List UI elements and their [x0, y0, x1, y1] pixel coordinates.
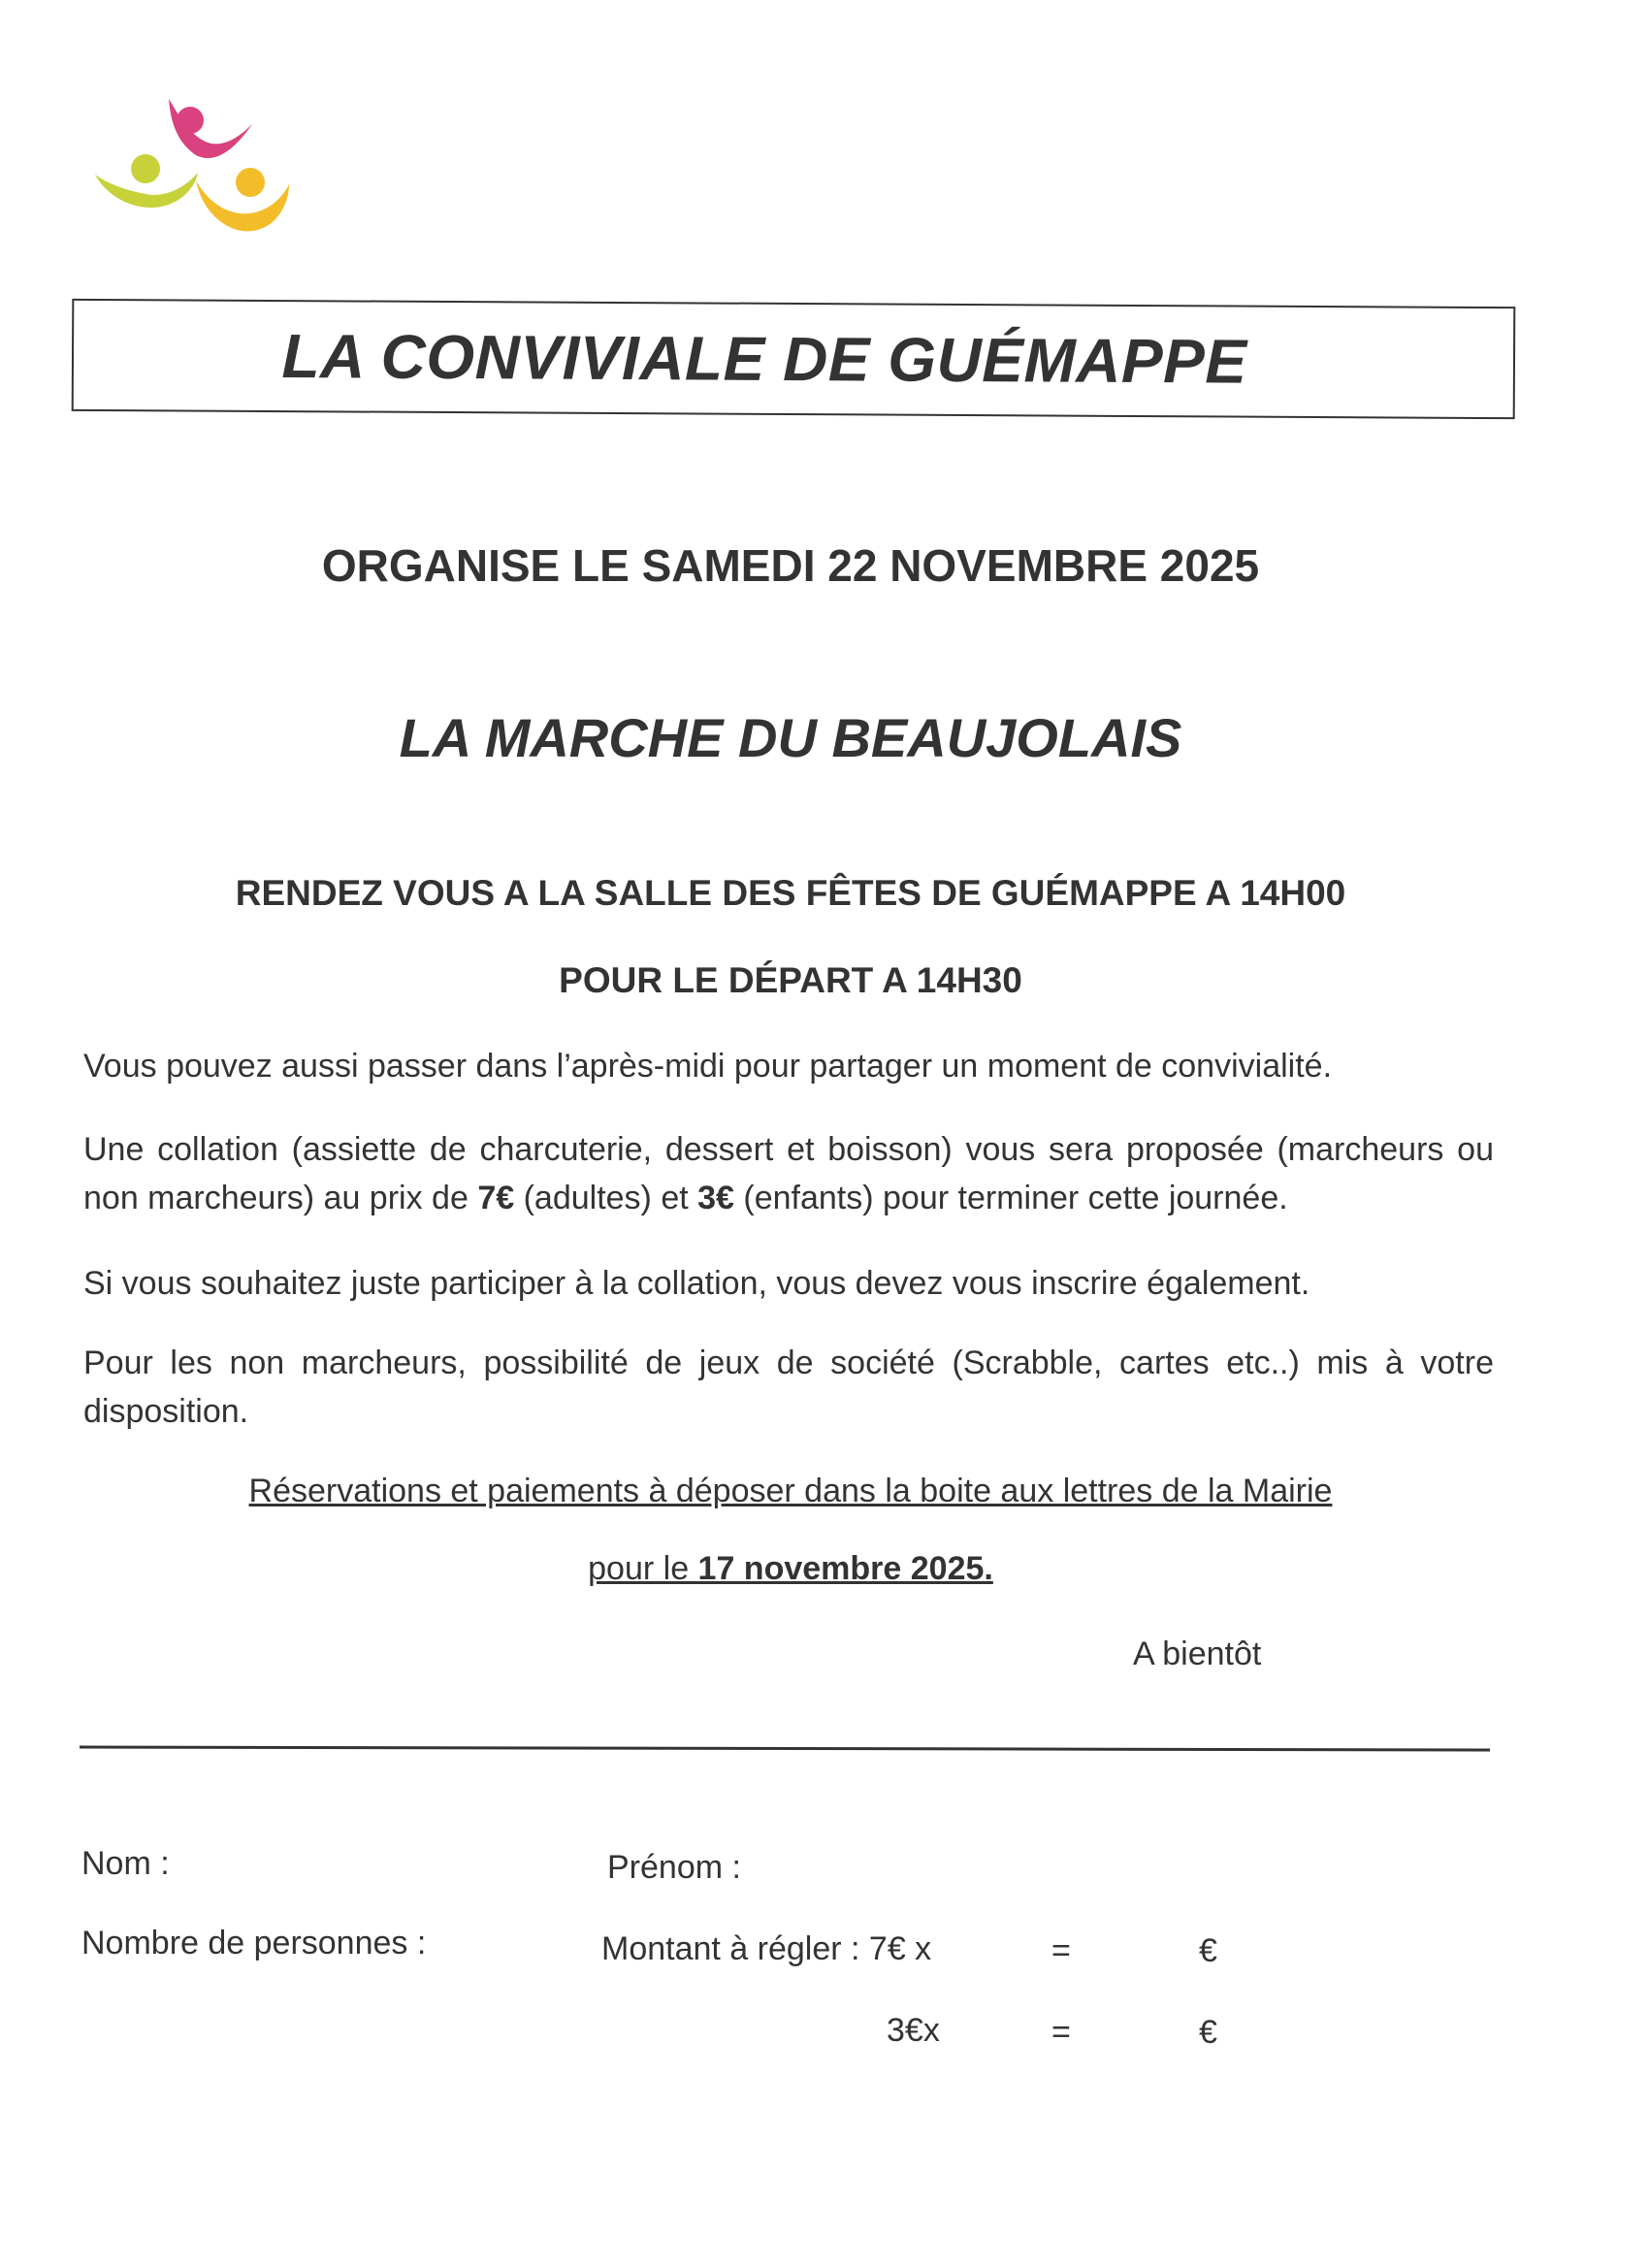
- montant-label: Montant à régler : 7€ x: [601, 1930, 932, 1967]
- euro-sign-adult: €: [1199, 1932, 1217, 1969]
- departure-line: POUR LE DÉPART A 14H30: [559, 960, 1022, 1000]
- paragraph-afternoon: Vous pouvez aussi passer dans l’après-midi pour partager un moment de convivialité.: [83, 1048, 1333, 1085]
- reservation-deadline: [0, 1550, 1581, 1588]
- adult-price: 7€: [477, 1180, 515, 1216]
- logo-yellow-head: [236, 168, 265, 197]
- logo-pink-arms: [169, 99, 252, 158]
- euro-sign-child: €: [1199, 2014, 1217, 2051]
- paragraph-registration: Si vous souhaitez juste participer à la collation, vous devez vous inscrire également.: [83, 1265, 1310, 1302]
- deadline-date: 17 novembre 2025.: [697, 1550, 993, 1587]
- child-price: 3€: [697, 1180, 734, 1216]
- cut-line: [80, 1745, 1490, 1751]
- page-title: LA CONVIVIALE DE GUÉMAPPE: [281, 321, 1247, 397]
- logo-lime-head: [131, 154, 160, 183]
- association-logo: [89, 95, 293, 252]
- nb-personnes-label: Nombre de personnes :: [81, 1925, 427, 1961]
- collation-text-start: Une collation (assiette de charcuterie, dessert et boisson) vous sera proposée (marcheurs ou non marcheurs) au prix de: [83, 1131, 1494, 1216]
- prenom-label: Prénom :: [607, 1849, 741, 1886]
- rendezvous-line: RENDEZ VOUS A LA SALLE DES FÊTES DE GUÉMAPPE A 14H00: [235, 873, 1346, 913]
- title-box: [72, 299, 1516, 419]
- collation-text-end: (enfants) pour terminer cette journée.: [733, 1180, 1288, 1216]
- reservation-line: Réservations et paiements à déposer dans la boite aux lettres de la Mairie: [248, 1473, 1333, 1509]
- nom-label: Nom :: [81, 1845, 170, 1882]
- equals-sign-adult: =: [1051, 1932, 1071, 1969]
- deadline-prefix: pour le: [588, 1550, 698, 1587]
- closing-text: A bientôt: [1133, 1636, 1262, 1672]
- collation-text-middle: (adultes) et: [514, 1180, 698, 1216]
- child-rate-label: 3€x: [887, 2012, 940, 2049]
- event-name: LA MARCHE DU BEAUJOLAIS: [399, 707, 1182, 768]
- paragraph-collation: [83, 1125, 1494, 1222]
- equals-sign-child: =: [1051, 2014, 1071, 2051]
- paragraph-games: Pour les non marcheurs, possibilité de jeux de société (Scrabble, cartes etc..) mis à votre disposition.: [83, 1345, 1494, 1430]
- event-date-line: ORGANISE LE SAMEDI 22 NOVEMBRE 2025: [321, 540, 1260, 591]
